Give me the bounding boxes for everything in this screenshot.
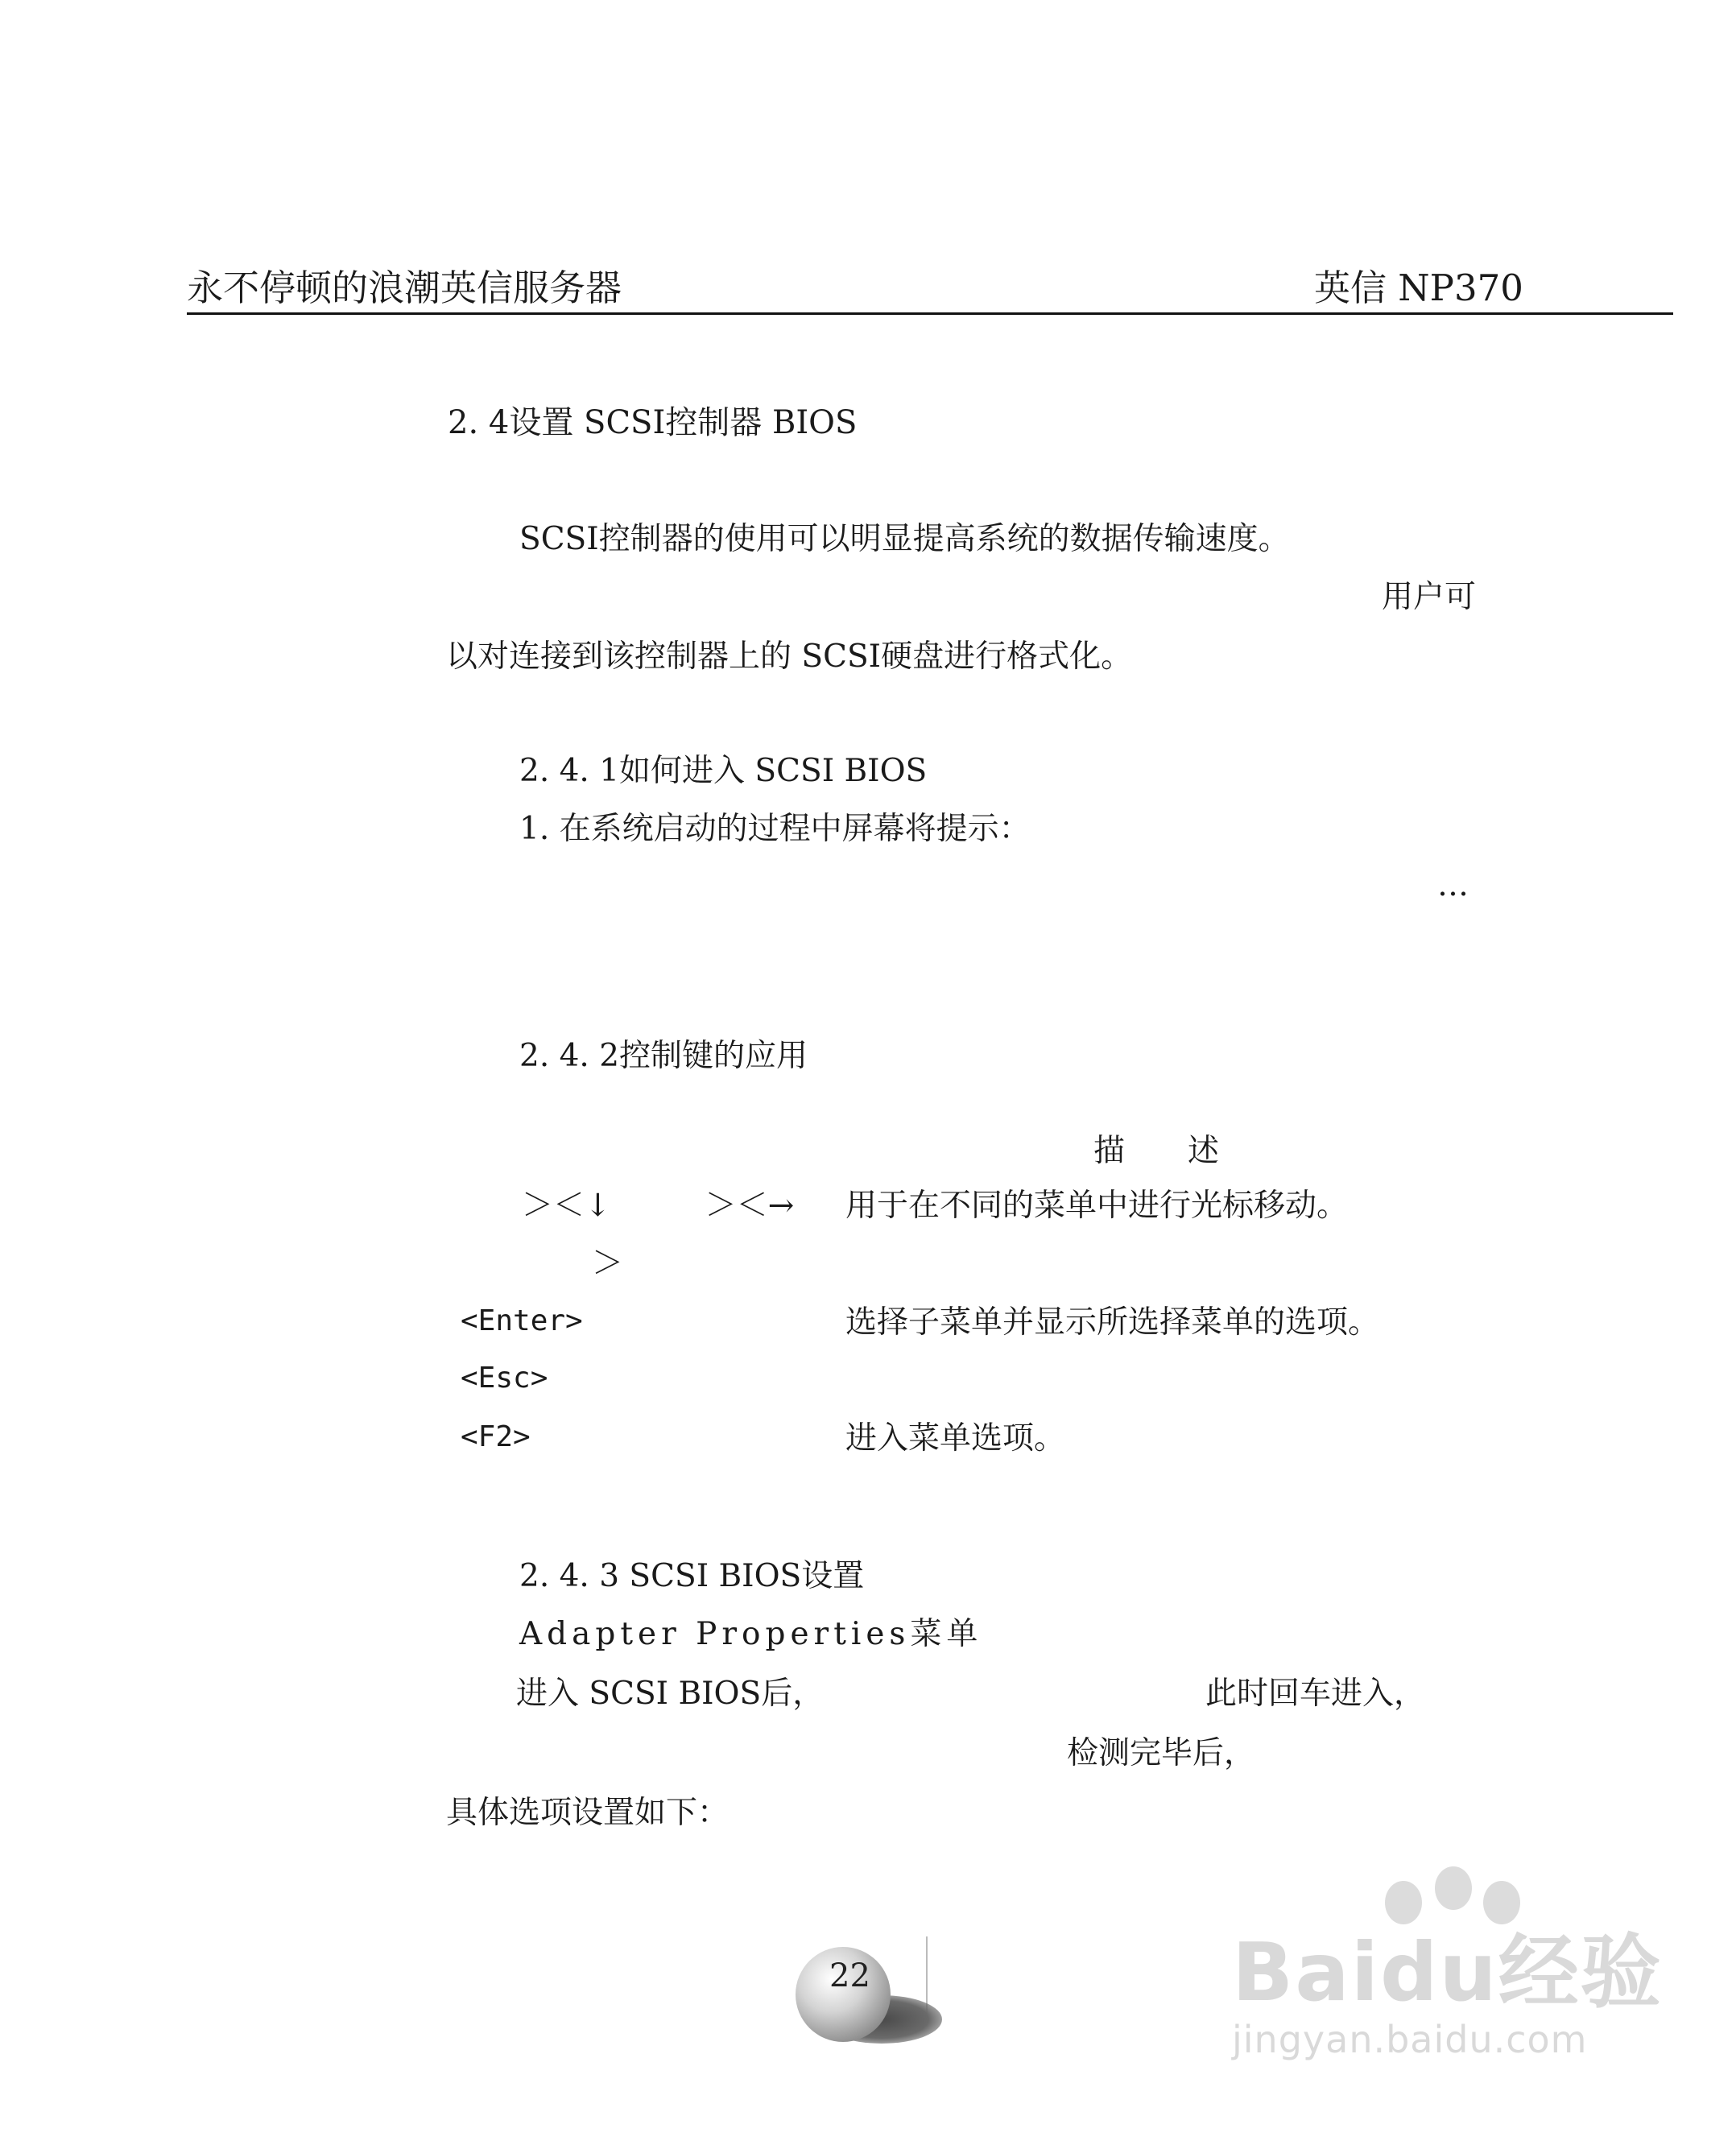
keys-table-header: 描 述 xyxy=(1093,1133,1220,1169)
subsection-3-line-1-right: 此时回车进入， xyxy=(1205,1676,1426,1712)
subsection-1-step-1: 1. 在系统启动的过程中屏幕将提示： xyxy=(519,811,1031,847)
paw-toe-icon xyxy=(1435,1866,1472,1910)
subsection-2-title: 2. 4. 2控制键的应用 xyxy=(519,1038,808,1074)
key-esc: <Esc> xyxy=(461,1362,548,1395)
watermark-logo: Baidu经验 xyxy=(1232,1925,1663,2019)
watermark-url: jingyan.baidu.com xyxy=(1232,2018,1588,2061)
key-enter: <Enter> xyxy=(461,1304,583,1337)
header-divider xyxy=(187,312,1673,315)
adapter-properties-menu: Adapter Properties菜单 xyxy=(519,1616,983,1652)
intro-line-3: 以对连接到该控制器上的 SCSI硬盘进行格式化。 xyxy=(446,639,1133,675)
key-arrows: ＞＜↓ ＞＜→ xyxy=(522,1188,795,1224)
key-f2: <F2> xyxy=(461,1420,531,1453)
subsection-3-line-3: 具体选项设置如下： xyxy=(446,1795,730,1831)
header-left-title: 永不停顿的浪潮英信服务器 xyxy=(187,267,622,309)
subsection-1-ellipsis: … xyxy=(1437,867,1469,903)
subsection-3-title: 2. 4. 3 SCSI BIOS设置 xyxy=(519,1558,865,1594)
header-right-title: 英信 NP370 xyxy=(1314,267,1523,309)
paw-icon xyxy=(1385,1881,1422,1924)
paw-toe-icon xyxy=(1483,1881,1520,1924)
section-title: 2. 4设置 SCSI控制器 BIOS xyxy=(448,404,858,441)
key-arrows-desc: 用于在不同的菜单中进行光标移动。 xyxy=(845,1188,1349,1224)
key-f2-desc: 进入菜单选项。 xyxy=(845,1420,1066,1457)
key-arrows-line2: ＞ xyxy=(592,1246,624,1282)
page-number: 22 xyxy=(829,1957,870,1994)
subsection-3-line-2: 检测完毕后， xyxy=(1067,1735,1256,1771)
subsection-1-title: 2. 4. 1如何进入 SCSI BIOS xyxy=(519,753,928,789)
subsection-3-line-1-left: 进入 SCSI BIOS后， xyxy=(516,1676,825,1712)
key-enter-desc: 选择子菜单并显示所选择菜单的选项。 xyxy=(845,1304,1380,1341)
intro-line-2: 用户可 xyxy=(1382,579,1477,615)
intro-line-1: SCSI控制器的使用可以明显提高系统的数据传输速度。 xyxy=(519,521,1290,557)
